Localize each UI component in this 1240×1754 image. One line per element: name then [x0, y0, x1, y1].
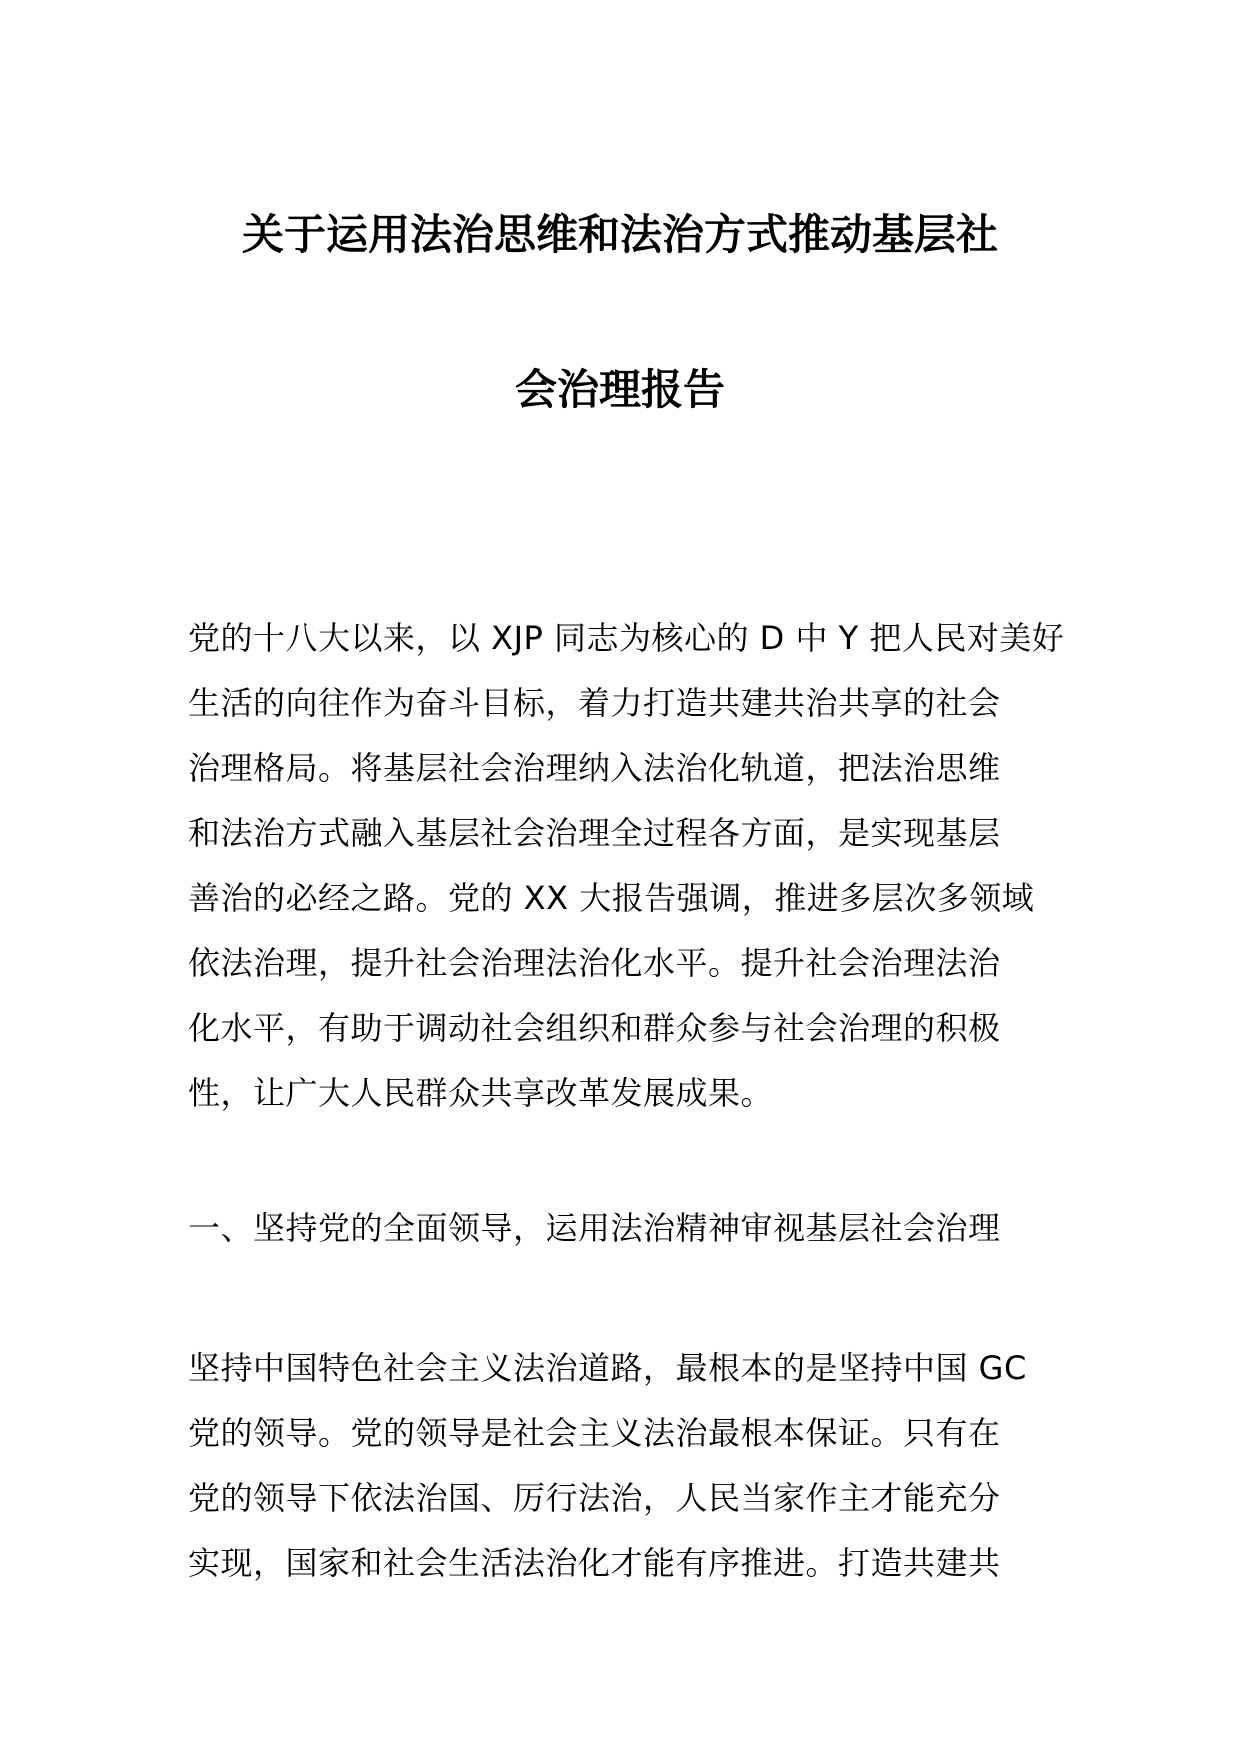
paragraph-line: 性，让广大人民群众共享改革发展成果。 — [188, 1074, 774, 1112]
paragraph-line: 化水平，有助于调动社会组织和群众参与社会治理的积极 — [188, 1009, 1001, 1047]
section-1-paragraph — [188, 1336, 1058, 1596]
document-title-line-2: 会治理报告 — [514, 365, 725, 414]
paragraph-line: 实现，国家和社会生活法治化才能有序推进。打造共建共 — [188, 1544, 1001, 1582]
intro-paragraph — [188, 606, 1065, 1126]
paragraph-line: 坚持中国特色社会主义法治道路，最根本的是坚持中国 GC — [188, 1349, 1027, 1387]
paragraph-line: 生活的向往作为奋斗目标，着力打造共建共治共享的社会 — [188, 684, 1001, 722]
section-heading-1 — [188, 1196, 1058, 1261]
paragraph-line: 依法治理，提升社会治理法治化水平。提升社会治理法治 — [188, 944, 1001, 982]
paragraph-line: 治理格局。将基层社会治理纳入法治化轨道，把法治思维 — [188, 749, 1001, 787]
section-heading-text: 一、坚持党的全面领导，运用法治精神审视基层社会治理 — [188, 1209, 1001, 1247]
paragraph-line: 党的领导下依法治国、厉行法治，人民当家作主才能充分 — [188, 1479, 1001, 1517]
paragraph-line: 党的十八大以来，以 XJP 同志为核心的 D 中 Y 把人民对美好 — [188, 619, 1065, 657]
document-title-line-1: 关于运用法治思维和法治方式推动基层社 — [241, 210, 998, 259]
paragraph-line: 党的领导。党的领导是社会主义法治最根本保证。只有在 — [188, 1414, 1001, 1452]
paragraph-line: 和法治方式融入基层社会治理全过程各方面，是实现基层 — [188, 814, 1001, 852]
paragraph-line: 善治的必经之路。党的 XX 大报告强调，推进多层次多领域 — [188, 879, 1035, 917]
